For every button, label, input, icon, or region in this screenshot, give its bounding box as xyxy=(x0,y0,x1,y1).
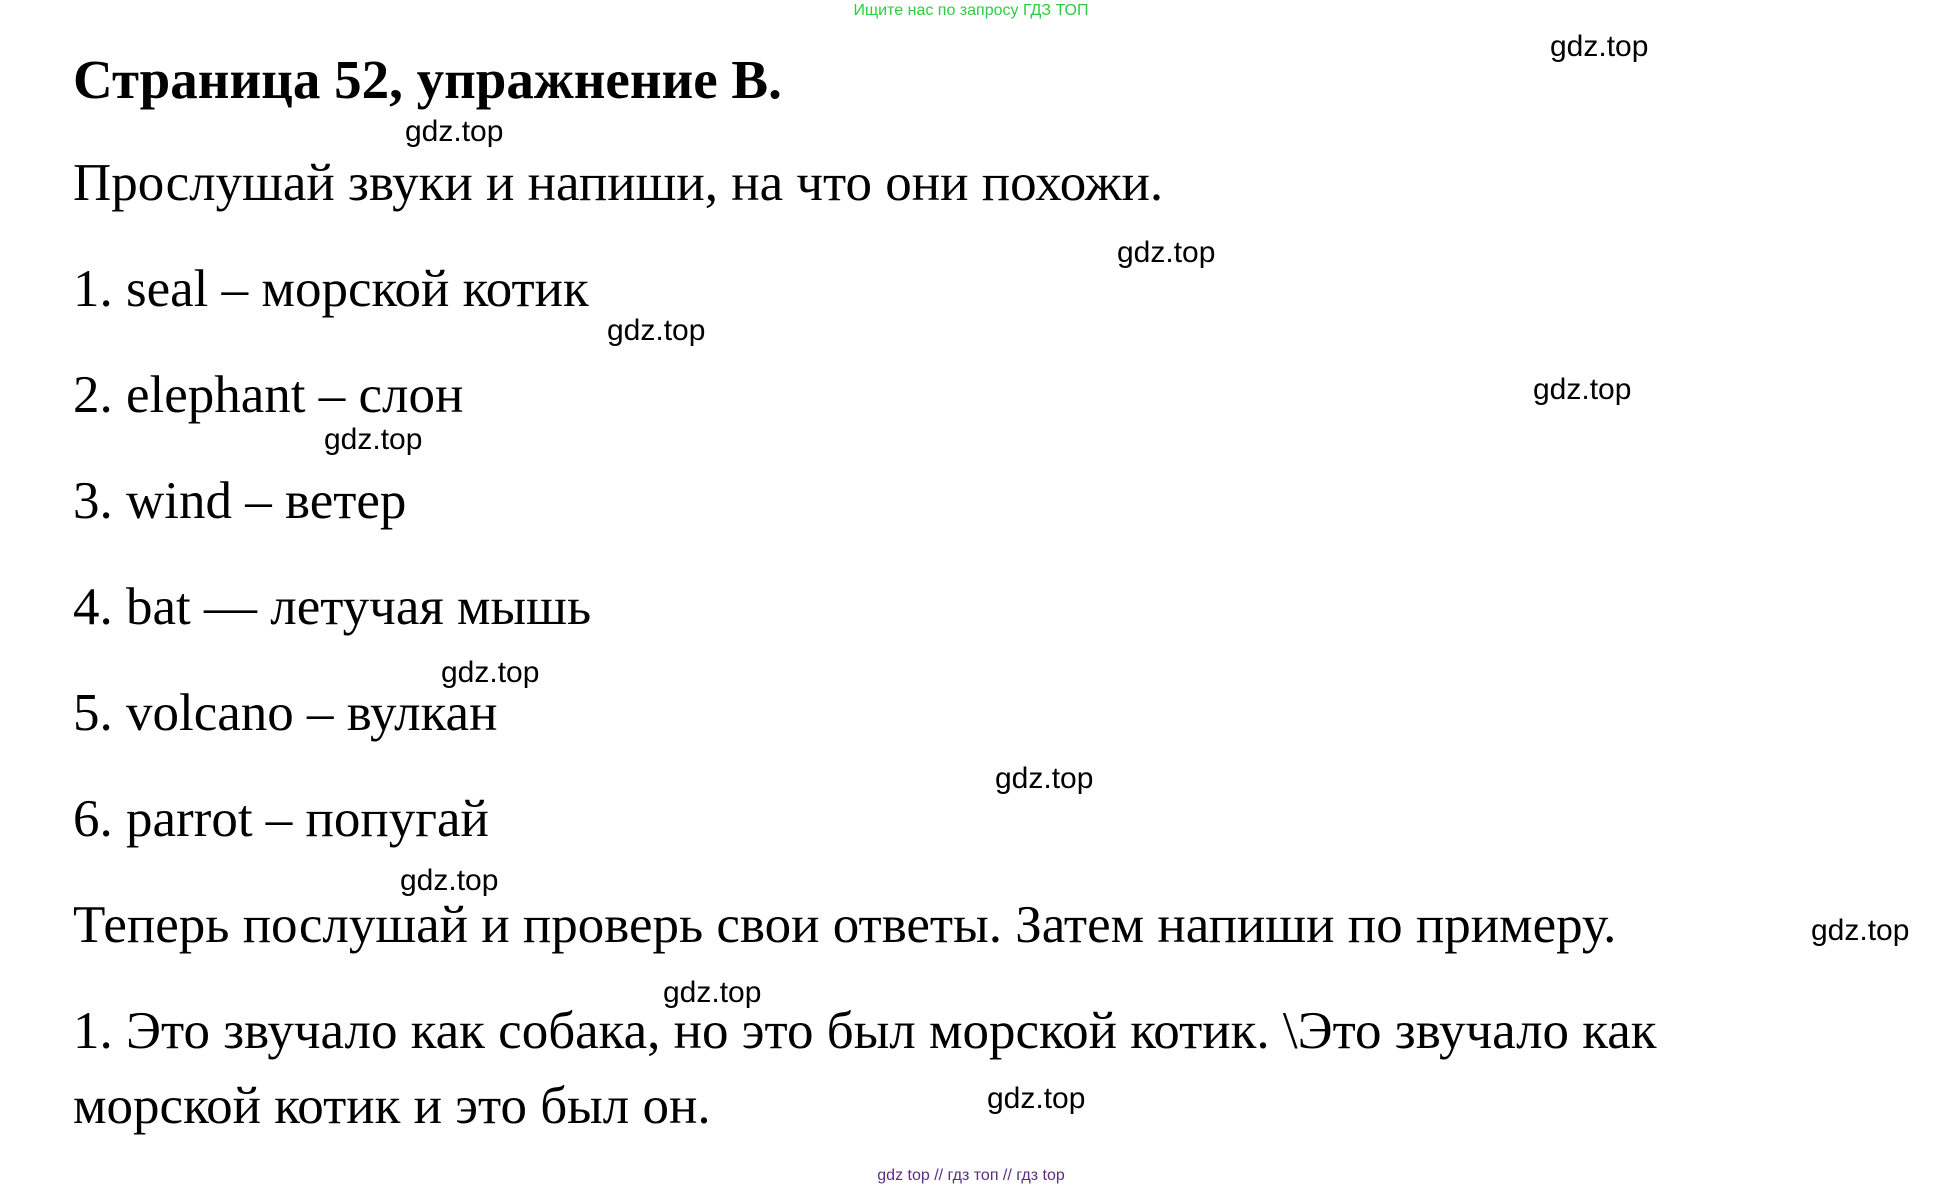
watermark: gdz.top xyxy=(441,656,540,689)
watermark: gdz.top xyxy=(400,864,499,897)
example-line-2: морской котик и это был он. xyxy=(73,1077,711,1135)
watermark: gdz.top xyxy=(1550,30,1649,63)
answer-item-5: 5. volcano – вулкан xyxy=(73,684,498,742)
page-title: Страница 52, упражнение B. xyxy=(73,49,782,110)
answer-item-4: 4. bat — летучая мышь xyxy=(73,578,592,636)
answer-item-3: 3. wind – ветер xyxy=(73,472,407,530)
watermark: gdz.top xyxy=(607,314,706,347)
watermark: gdz.top xyxy=(1533,373,1632,406)
watermark: gdz.top xyxy=(995,762,1094,795)
top-banner[interactable]: Ищите нас по запросу ГДЗ ТОП xyxy=(853,2,1089,19)
footer-links[interactable]: gdz top // гдз топ // гдз top xyxy=(877,1167,1065,1184)
answer-item-6: 6. parrot – попугай xyxy=(73,790,489,848)
instruction-text: Прослушай звуки и напиши, на что они похожи. xyxy=(73,154,1164,212)
watermark: gdz.top xyxy=(324,423,423,456)
watermark: gdz.top xyxy=(1811,914,1910,947)
instruction-text-2: Теперь послушай и проверь свои ответы. Затем напиши по примеру. xyxy=(73,896,1617,954)
watermark: gdz.top xyxy=(405,115,504,148)
watermark: gdz.top xyxy=(987,1082,1086,1115)
example-line-1: 1. Это звучало как собака, но это был морской котик. \Это звучало как xyxy=(73,1002,1657,1060)
answer-item-2: 2. elephant – слон xyxy=(73,366,464,424)
answer-item-1: 1. seal – морской котик xyxy=(73,260,589,318)
watermark: gdz.top xyxy=(1117,236,1216,269)
watermark: gdz.top xyxy=(663,976,762,1009)
